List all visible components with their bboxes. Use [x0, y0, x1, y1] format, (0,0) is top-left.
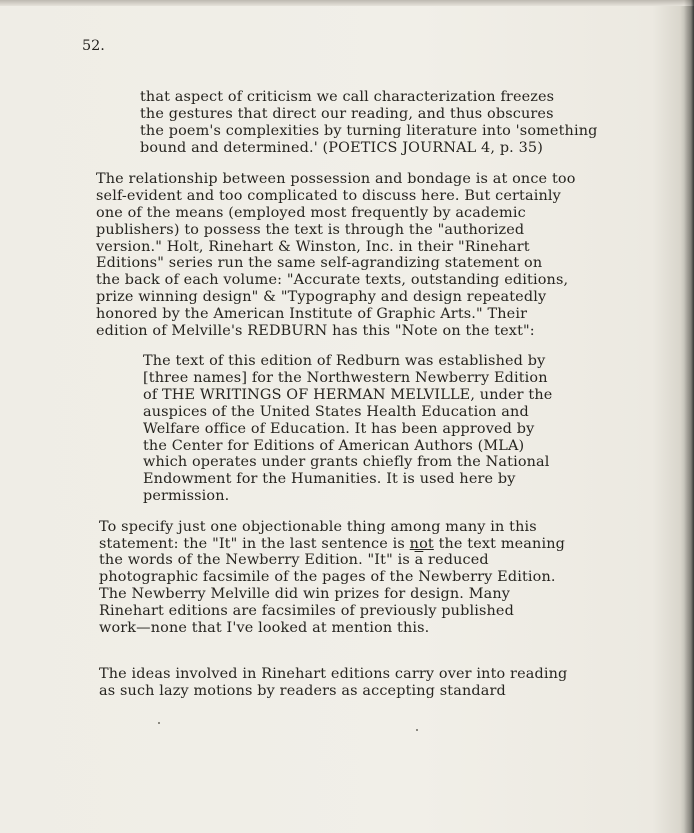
para1-line: version." Holt, Rinehart & Winston, Inc. in their "Rinehart	[96, 239, 530, 255]
para2-line: Rinehart editions are facsimiles of previously published	[99, 603, 514, 619]
overlined-word: $\overline{a}$	[414, 552, 424, 568]
para2-line: work—none that I've looked at mention this.	[99, 620, 430, 636]
para2-text: reduced	[423, 552, 489, 568]
quote2-line: permission.	[143, 488, 230, 504]
quote2-line: [three names] for the Northwestern Newberry Edition	[143, 370, 548, 386]
quote2-line: Welfare office of Education. It has been approved by	[143, 421, 535, 437]
para1-line: self-evident and too complicated to discuss here. But certainly	[96, 188, 561, 204]
quote2-line: of THE WRITINGS OF HERMAN MELVILLE, under the	[143, 387, 553, 403]
para1-line: edition of Melville's REDBURN has this "Note on the text":	[96, 323, 535, 339]
quote1-line: the gestures that direct our reading, and thus obscures	[140, 106, 554, 122]
para1-line: one of the means (employed most frequently by academic	[96, 205, 526, 221]
para3-line: as such lazy motions by readers as accepting standard	[99, 683, 506, 699]
para1-line: publishers) to possess the text is through the "authorized	[96, 222, 525, 238]
para2-text: the words of the Newberry Edition. "It" is	[99, 552, 415, 568]
quote1-line: that aspect of criticism we call characterization freezes	[140, 89, 555, 105]
quote2-line: the Center for Editions of American Authors (MLA)	[143, 438, 525, 454]
para2-line	[99, 536, 565, 553]
underlined-word: not	[409, 536, 434, 552]
para2-text: statement: the "It" in the last sentence is	[99, 536, 410, 552]
para2-line: The Newberry Melville did win prizes for design. Many	[99, 586, 511, 602]
para2-line	[99, 552, 489, 569]
para2-text: the text meaning	[433, 536, 565, 552]
quote2-line: Endowment for the Humanities. It is used here by	[143, 471, 516, 487]
page-top-edge	[0, 0, 694, 6]
page-number: 52.	[82, 38, 105, 54]
quote1-line: bound and determined.' (POETICS JOURNAL 4, p. 35)	[140, 140, 544, 156]
para2-line: photographic facsimile of the pages of the Newberry Edition.	[99, 569, 556, 585]
quote1-line: the poem's complexities by turning literature into 'something	[140, 123, 598, 139]
para3-line: The ideas involved in Rinehart editions carry over into reading	[99, 666, 568, 682]
para1-line: prize winning design" & "Typography and design repeatedly	[96, 289, 547, 305]
quote2-line: The text of this edition of Redburn was established by	[143, 353, 546, 369]
para1-line: The relationship between possession and bondage is at once too	[96, 171, 576, 187]
para2-line: To specify just one objectionable thing among many in this	[99, 519, 537, 535]
quote2-line: which operates under grants chiefly from the National	[143, 454, 550, 470]
para1-line: the back of each volume: "Accurate texts, outstanding editions,	[96, 272, 569, 288]
para1-line: Editions" series run the same self-agrandizing statement on	[96, 255, 543, 271]
para1-line: honored by the American Institute of Graphic Arts." Their	[96, 306, 528, 322]
quote2-line: auspices of the United States Health Education and	[143, 404, 529, 420]
paper-speck	[416, 729, 418, 731]
paper-speck	[158, 722, 160, 724]
page-binding-shadow	[684, 0, 694, 833]
